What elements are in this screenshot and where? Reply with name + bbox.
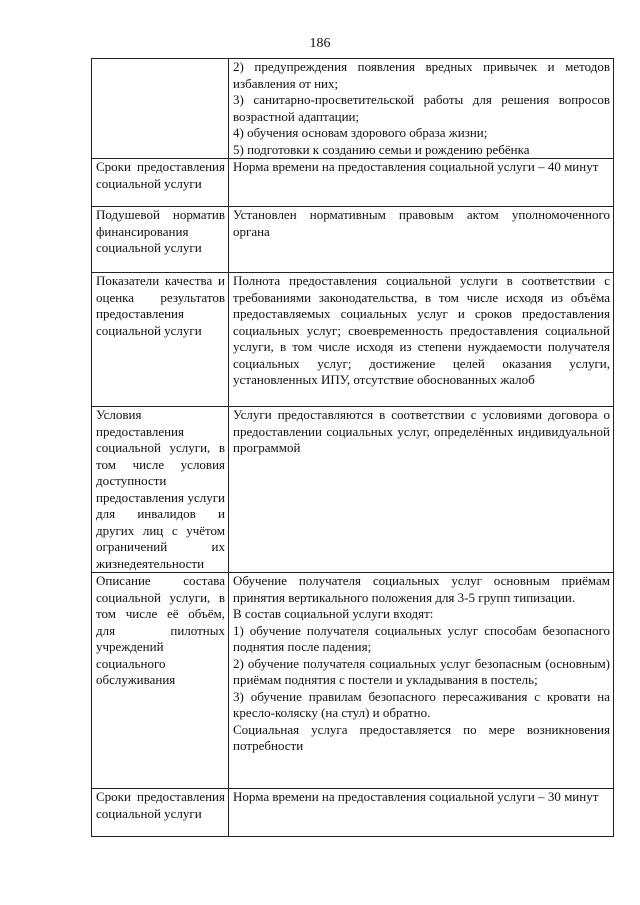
- page-number: 186: [309, 36, 331, 51]
- table-row: [92, 207, 614, 273]
- row-content: [229, 573, 614, 789]
- row-label: Описание состава социальной услуги, в том числе её объём, для пилотных учреждений социального обслуживания: [92, 573, 229, 789]
- row-content: [229, 789, 614, 837]
- content-paragraph: 3) обучение правилам безопасного пересаживания с кровати на кресло-коляску (на стул) и обратно.: [233, 688, 610, 720]
- content-paragraph: 1) обучение получателя социальных услуг способам безопасного поднятия после падения;: [233, 622, 610, 654]
- row-content: [229, 407, 614, 573]
- row-label: Сроки предоставления социальной услуги: [92, 159, 229, 207]
- content-paragraph: Социальная услуга предоставляется по мере возникновения потребности: [233, 721, 610, 753]
- table-row: [92, 573, 614, 789]
- row-label: Условия предоставления социальной услуги, в том числе условия доступности предоставления услуги для инвалидов и других лиц с учётом ограничений их жизнедеятельности: [92, 407, 229, 573]
- row-content: [229, 207, 614, 273]
- content-paragraph: Норма времени на предоставления социальной услуги – 40 минут: [233, 159, 599, 174]
- table-row: [92, 273, 614, 407]
- content-paragraph: 3) санитарно-просветительской работы для решения вопросов возрастной адаптации;: [233, 92, 610, 124]
- service-description-table: [91, 58, 614, 837]
- table-row: [92, 159, 614, 207]
- row-content: [229, 273, 614, 407]
- row-label: [92, 59, 229, 159]
- table-row: [92, 59, 614, 159]
- row-label: Подушевой норматив финансирования социальной услуги: [92, 207, 229, 273]
- content-paragraph: 2) предупреждения появления вредных привычек и методов избавления от них;: [233, 59, 610, 91]
- row-label: Показатели качества и оценка результатов предоставления социальной услуги: [92, 273, 229, 407]
- row-content: [229, 159, 614, 207]
- content-paragraph: 5) подготовки к созданию семьи и рождению ребёнка: [233, 141, 530, 157]
- table-row: [92, 789, 614, 837]
- content-paragraph: В состав социальной услуги входят:: [233, 606, 434, 621]
- row-label: Сроки предоставления социальной услуги: [92, 789, 229, 837]
- content-paragraph: 2) обучение получателя социальных услуг безопасным (основным) приёмам поднятия с постели и укладывания в постель;: [233, 655, 610, 687]
- table-row: [92, 407, 614, 573]
- content-paragraph: Обучение получателя социальных услуг основным приёмам принятия вертикального положения для 3-5 групп типизации.: [233, 573, 610, 605]
- row-content: [229, 59, 614, 159]
- content-paragraph: Услуги предоставляются в соответствии с условиями договора о предоставлении социальных услуг, определённых индивидуальной программой: [233, 407, 610, 455]
- content-paragraph: Норма времени на предоставления социальной услуги – 30 минут: [233, 789, 599, 804]
- content-paragraph: 4) обучения основам здорового образа жизни;: [233, 125, 488, 140]
- content-paragraph: Установлен нормативным правовым актом уполномоченного органа: [233, 207, 610, 239]
- content-paragraph: Полнота предоставления социальной услуги в соответствии с требованиями законодательства, в том числе исходя из объёма предоставляемых социальных услуг и сроков предоставления социальных услуг; своевременность предоставления социальной услуги, в том числе исходя из степени нуждаемости получателя социальных услуг; достижение целей оказания услуги, установленных ИПУ, отсутствие обоснованных жалоб: [233, 273, 610, 387]
